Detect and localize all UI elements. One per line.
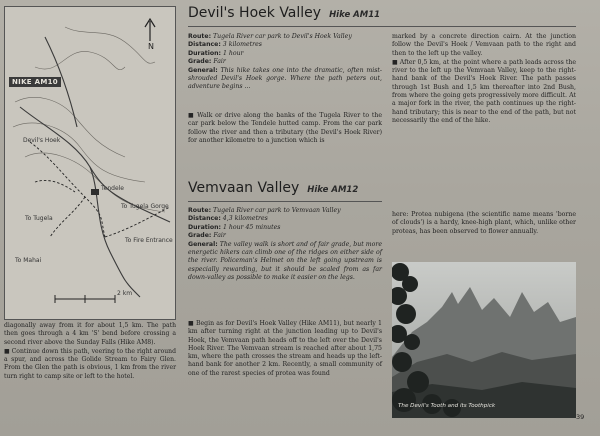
- paragraph: here: Protea nubigena (the scientific name means 'borne of clouds') is a hardy, knee-high plant, which, unlike other proteas, has been observed to flower annually.: [392, 211, 576, 235]
- paragraph: diagonally away from it for about 1,5 km. The path then goes through a 4 km 'S' bend before crossing a second river above the Sunday Falls (Hike AM8).: [4, 322, 176, 346]
- map-hike-tag: NIKE AM10: [9, 77, 61, 87]
- devils-hoek-body-left: [188, 112, 382, 146]
- grade-value: Fair: [213, 58, 226, 66]
- hike-number: Hike AM12: [307, 185, 359, 195]
- map-label: To Fire Entrance: [125, 237, 173, 244]
- paragraph: ■ Begin as for Devil's Hoek Valley (Hike AM11), but nearly 1 km after turning right at the junction leading up to Devil's Hoek, the Vemvaan path heads off to the left over the Devil's Hoek River. The Vemvaan stream is reached after about 1,75 km, where the path crosses the stream and heads up the left-hand bank for another 2 km. Recently, a small community of one of the rarest species of protea was found: [188, 320, 382, 377]
- photo-caption: The Devil's Tooth and its Toothpick: [398, 403, 496, 409]
- devils-hoek-body-right: [392, 33, 576, 126]
- map-label: To Mahai: [15, 257, 42, 264]
- paragraph: ■ Continue down this path, veering to the right around a spur, and across the Golide Stream to Fairy Glen. From the Glen the path is obvious, 1 km from the river turn right to camp site or left to the hotel.: [4, 347, 177, 380]
- section-heading-vemvaan: [188, 180, 358, 196]
- distance-value: 3 kilometres: [222, 41, 262, 49]
- paragraph: ■ After 0,5 km, at the point where a path leads across the river to the left up the Vemvaan Valley, keep to the right-hand bank of the Devil's Hoek River. The path passes through 1st Bush and 1,5 km thereafter into 2nd Bush, from where the going gets progressively more difficult. At a major fork in the river, the path continues up the right-hand tributary; this is near to the end of the path, but not necessarily the end of the hike.: [392, 58, 576, 124]
- vemvaan-body-left: [188, 320, 382, 379]
- map-label: To Tugela Gorge: [121, 203, 169, 210]
- duration-value: 1 hour: [222, 49, 244, 57]
- section-heading-devils-hoek: [188, 5, 380, 21]
- map-label: Tendele: [101, 185, 124, 192]
- trail-map: [4, 6, 176, 320]
- mountain-image: [392, 262, 576, 418]
- paragraph: ■ Walk or drive along the banks of the Tugela River to the car park below the Tendele hutted camp. From the car park follow the river and then a tributary (the Devil's Hoek River) for another kilometre to a junction which is: [188, 112, 382, 144]
- route-value: Tugela River car park to Vemvaan Valley: [213, 207, 341, 214]
- map-drawing: [5, 7, 175, 319]
- left-column-text: [4, 322, 176, 382]
- general-value: The valley walk is short and of fair grade, but more energetic hikers can climb one of the ridges on either side of the river. Policeman's Helmet on the left going upstream is especially rewarding, but it should be scaled from as far down-valley as possible to make it easier on the legs.: [188, 240, 382, 282]
- map-label: Devil's Hoek: [23, 137, 61, 144]
- grade-value: Fair: [213, 232, 226, 240]
- general-value: This hike takes one into the dramatic, often mist-shrouded Devil's Hoek gorge. Where the path peters out, adventure begins ...: [188, 66, 382, 91]
- hike-number: Hike AM11: [329, 10, 381, 20]
- section-title: Vemvaan Valley: [188, 180, 300, 196]
- paragraph: marked by a concrete direction cairn. At the junction follow the Devil's Hoek / Vemvaan path to the right and then to the left up the valley.: [392, 33, 576, 57]
- page-number: 39: [576, 413, 585, 421]
- route-value: Tugela River car park to Devil's Hoek Valley: [213, 33, 352, 40]
- mountain-photo: [392, 262, 576, 418]
- map-scale-label: 2 km: [117, 290, 133, 297]
- map-label: To Tugela: [25, 215, 53, 222]
- svg-text:N: N: [148, 42, 154, 51]
- divider: [188, 26, 576, 27]
- section-title: Devil's Hoek Valley: [188, 5, 322, 21]
- duration-value: 1 hour 45 minutes: [222, 223, 281, 231]
- hike-info-devils-hoek: Route: Tugela River car park to Devil's Hoek Valley Distance: 3 kilometres Duration: 1 hour Grade: Fair General: This hike takes one into the dramatic, often mist-shrouded Devil's Hoek gorge. Where the path peters out, adventure begins ...: [188, 33, 382, 91]
- hike-info-vemvaan: Route: Tugela River car park to Vemvaan Valley Distance: 4,3 kilometres Duration: 1 hour 45 minutes Grade: Fair General: The valley walk is short and of fair grade, but more energetic hikers can climb one of the ridges on either side of the river. Policeman's Helmet on the left going upstream is especially rewarding, but it should be scaled from as far down-valley as possible to make it easier on the legs.: [188, 207, 382, 282]
- vemvaan-body-right: [392, 211, 576, 237]
- divider: [188, 201, 382, 202]
- distance-value: 4,3 kilometres: [222, 215, 268, 223]
